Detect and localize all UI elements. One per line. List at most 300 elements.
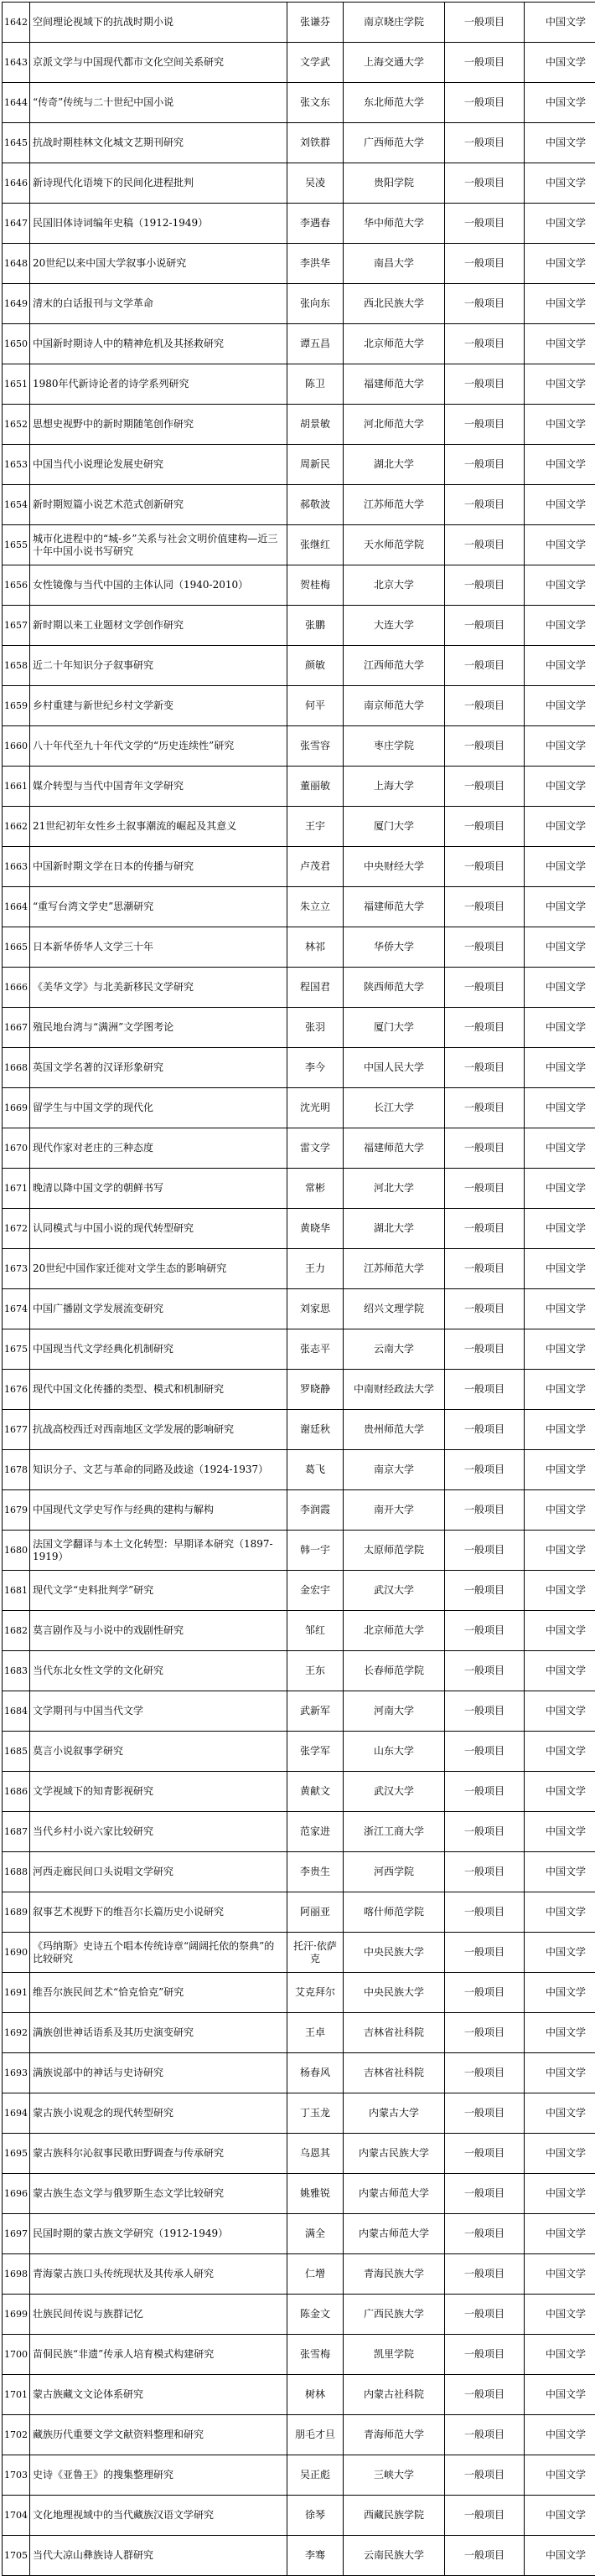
table-row <box>3 1128 595 1169</box>
project-title-cell: 1980年代新诗论者的诗学系列研究 <box>30 364 287 405</box>
principal-investigator-cell: 阿丽亚 <box>287 1892 344 1933</box>
institution-cell: 云南民族大学 <box>344 2536 445 2576</box>
table-row <box>3 1008 595 1048</box>
discipline-cell: 中国文学 <box>525 83 595 123</box>
principal-investigator-cell: 谢廷秋 <box>287 1410 344 1450</box>
row-number-cell: 1690 <box>3 1933 30 1973</box>
discipline-cell: 中国文学 <box>525 2536 595 2576</box>
discipline-cell: 中国文学 <box>525 2093 595 2134</box>
institution-cell: 三峡大学 <box>344 2455 445 2496</box>
principal-investigator-cell: 文学武 <box>287 43 344 83</box>
row-number-cell: 1674 <box>3 1289 30 1329</box>
discipline-cell: 中国文学 <box>525 726 595 767</box>
row-number-cell: 1644 <box>3 83 30 123</box>
row-number-cell: 1642 <box>3 3 30 43</box>
institution-cell: 南昌大学 <box>344 244 445 284</box>
project-type-cell: 一般项目 <box>445 2174 525 2214</box>
row-number-cell: 1686 <box>3 1772 30 1812</box>
discipline-cell: 中国文学 <box>525 2134 595 2174</box>
project-type-cell: 一般项目 <box>445 1772 525 1812</box>
discipline-cell: 中国文学 <box>525 1973 595 2013</box>
project-title-cell: 现代中国文化传播的类型、模式和机制研究 <box>30 1370 287 1410</box>
row-number-cell: 1704 <box>3 2496 30 2536</box>
row-number-cell: 1698 <box>3 2254 30 2295</box>
table-row <box>3 1531 595 1571</box>
project-title-cell: 中国新时期文学在日本的传播与研究 <box>30 847 287 887</box>
institution-cell: 大连大学 <box>344 606 445 646</box>
table-row <box>3 1772 595 1812</box>
project-type-cell: 一般项目 <box>445 2093 525 2134</box>
principal-investigator-cell: 仁增 <box>287 2254 344 2295</box>
project-title-cell: “传奇”传统与二十世纪中国小说 <box>30 83 287 123</box>
discipline-cell: 中国文学 <box>525 2496 595 2536</box>
principal-investigator-cell: 贺桂梅 <box>287 565 344 606</box>
discipline-cell: 中国文学 <box>525 2335 595 2375</box>
principal-investigator-cell: 李今 <box>287 1048 344 1088</box>
institution-cell: 华侨大学 <box>344 927 445 968</box>
principal-investigator-cell: 张志平 <box>287 1329 344 1370</box>
project-type-cell: 一般项目 <box>445 1571 525 1611</box>
project-type-cell: 一般项目 <box>445 606 525 646</box>
discipline-cell: 中国文学 <box>525 1933 595 1973</box>
institution-cell: 内蒙古师范大学 <box>344 2214 445 2254</box>
table-row <box>3 3 595 43</box>
row-number-cell: 1699 <box>3 2295 30 2335</box>
discipline-cell: 中国文学 <box>525 3 595 43</box>
table-row <box>3 1852 595 1892</box>
project-type-cell: 一般项目 <box>445 2295 525 2335</box>
principal-investigator-cell: 张向东 <box>287 284 344 324</box>
institution-cell: 内蒙古大学 <box>344 2093 445 2134</box>
project-type-cell: 一般项目 <box>445 2013 525 2053</box>
institution-cell: 河南大学 <box>344 1691 445 1732</box>
row-number-cell: 1683 <box>3 1651 30 1691</box>
row-number-cell: 1688 <box>3 1852 30 1892</box>
principal-investigator-cell: 葛飞 <box>287 1450 344 1490</box>
discipline-cell: 中国文学 <box>525 646 595 686</box>
row-number-cell: 1650 <box>3 324 30 364</box>
row-number-cell: 1647 <box>3 204 30 244</box>
table-row <box>3 1450 595 1490</box>
row-number-cell: 1694 <box>3 2093 30 2134</box>
discipline-cell: 中国文学 <box>525 1048 595 1088</box>
principal-investigator-cell: 吴正彪 <box>287 2455 344 2496</box>
project-type-cell: 一般项目 <box>445 2335 525 2375</box>
institution-cell: 西藏民族学院 <box>344 2496 445 2536</box>
table-row <box>3 204 595 244</box>
project-title-cell: 八十年代至九十年代文学的“历史连续性”研究 <box>30 726 287 767</box>
discipline-cell: 中国文学 <box>525 1370 595 1410</box>
discipline-cell: 中国文学 <box>525 1531 595 1571</box>
row-number-cell: 1664 <box>3 887 30 927</box>
table-row <box>3 887 595 927</box>
project-title-cell: 苗侗民族“非遗”传承人培育模式构建研究 <box>30 2335 287 2375</box>
institution-cell: 东北师范大学 <box>344 83 445 123</box>
project-type-cell: 一般项目 <box>445 1812 525 1852</box>
row-number-cell: 1649 <box>3 284 30 324</box>
row-number-cell: 1656 <box>3 565 30 606</box>
discipline-cell: 中国文学 <box>525 284 595 324</box>
table-row <box>3 847 595 887</box>
principal-investigator-cell: 罗晓静 <box>287 1370 344 1410</box>
discipline-cell: 中国文学 <box>525 1008 595 1048</box>
table-row <box>3 364 595 405</box>
institution-cell: 江西师范大学 <box>344 646 445 686</box>
discipline-cell: 中国文学 <box>525 1611 595 1651</box>
project-title-cell: 留学生与中国文学的现代化 <box>30 1088 287 1128</box>
row-number-cell: 1684 <box>3 1691 30 1732</box>
table-row <box>3 1812 595 1852</box>
table-row <box>3 445 595 485</box>
institution-cell: 南京晓庄学院 <box>344 3 445 43</box>
project-type-cell: 一般项目 <box>445 565 525 606</box>
table-row <box>3 2013 595 2053</box>
table-row <box>3 1651 595 1691</box>
principal-investigator-cell: 托汗·依萨克 <box>287 1933 344 1973</box>
project-title-cell: 20世纪中国作家迁徙对文学生态的影响研究 <box>30 1249 287 1289</box>
row-number-cell: 1660 <box>3 726 30 767</box>
principal-investigator-cell: 张谦芬 <box>287 3 344 43</box>
institution-cell: 浙江工商大学 <box>344 1812 445 1852</box>
project-type-cell: 一般项目 <box>445 1852 525 1892</box>
institution-cell: 凯里学院 <box>344 2335 445 2375</box>
project-title-cell: 新时期以来工业题材文学创作研究 <box>30 606 287 646</box>
discipline-cell: 中国文学 <box>525 1892 595 1933</box>
project-type-cell: 一般项目 <box>445 726 525 767</box>
principal-investigator-cell: 张雪梅 <box>287 2335 344 2375</box>
project-type-cell: 一般项目 <box>445 807 525 847</box>
project-title-cell: 中国当代小说理论发展史研究 <box>30 445 287 485</box>
project-title-cell: 中国现代文学史写作与经典的建构与解构 <box>30 1490 287 1531</box>
row-number-cell: 1665 <box>3 927 30 968</box>
project-type-cell: 一般项目 <box>445 1209 525 1249</box>
table-row <box>3 1933 595 1973</box>
project-title-cell: 英国文学名著的汉译形象研究 <box>30 1048 287 1088</box>
row-number-cell: 1669 <box>3 1088 30 1128</box>
row-number-cell: 1685 <box>3 1732 30 1772</box>
table-row <box>3 1169 595 1209</box>
project-type-cell: 一般项目 <box>445 324 525 364</box>
project-title-cell: 女性镜像与当代中国的主体认同（1940-2010） <box>30 565 287 606</box>
project-title-cell: 文化地理视域中的当代藏族汉语文学研究 <box>30 2496 287 2536</box>
institution-cell: 喀什师范学院 <box>344 1892 445 1933</box>
row-number-cell: 1667 <box>3 1008 30 1048</box>
institution-cell: 内蒙古民族大学 <box>344 2134 445 2174</box>
project-title-cell: 中国新时期诗人中的精神危机及其拯救研究 <box>30 324 287 364</box>
discipline-cell: 中国文学 <box>525 1088 595 1128</box>
row-number-cell: 1655 <box>3 525 30 565</box>
row-number-cell: 1653 <box>3 445 30 485</box>
institution-cell: 枣庄学院 <box>344 726 445 767</box>
principal-investigator-cell: 张羽 <box>287 1008 344 1048</box>
row-number-cell: 1658 <box>3 646 30 686</box>
project-type-cell: 一般项目 <box>445 1289 525 1329</box>
discipline-cell: 中国文学 <box>525 2174 595 2214</box>
institution-cell: 青海师范大学 <box>344 2415 445 2455</box>
institution-cell: 中国人民大学 <box>344 1048 445 1088</box>
discipline-cell: 中国文学 <box>525 445 595 485</box>
discipline-cell: 中国文学 <box>525 1772 595 1812</box>
project-title-cell: 抗战时期桂林文化城文艺期刊研究 <box>30 123 287 163</box>
institution-cell: 吉林省社科院 <box>344 2013 445 2053</box>
project-type-cell: 一般项目 <box>445 1531 525 1571</box>
project-title-cell: 壮族民间传说与族群记忆 <box>30 2295 287 2335</box>
project-title-cell: 殖民地台湾与“满洲”文学图考论 <box>30 1008 287 1048</box>
project-type-cell: 一般项目 <box>445 1450 525 1490</box>
table-row <box>3 646 595 686</box>
project-type-cell: 一般项目 <box>445 2375 525 2415</box>
discipline-cell: 中国文学 <box>525 364 595 405</box>
table-row <box>3 2093 595 2134</box>
table-row <box>3 83 595 123</box>
project-type-cell: 一般项目 <box>445 1490 525 1531</box>
project-type-cell: 一般项目 <box>445 43 525 83</box>
principal-investigator-cell: 朱立立 <box>287 887 344 927</box>
project-type-cell: 一般项目 <box>445 1611 525 1651</box>
principal-investigator-cell: 徐琴 <box>287 2496 344 2536</box>
row-number-cell: 1701 <box>3 2375 30 2415</box>
discipline-cell: 中国文学 <box>525 2295 595 2335</box>
project-title-cell: 蒙古族科尔沁叙事民歌田野调查与传承研究 <box>30 2134 287 2174</box>
discipline-cell: 中国文学 <box>525 1209 595 1249</box>
table-row <box>3 2214 595 2254</box>
discipline-cell: 中国文学 <box>525 1732 595 1772</box>
discipline-cell: 中国文学 <box>525 204 595 244</box>
discipline-cell: 中国文学 <box>525 405 595 445</box>
project-title-cell: 史诗《亚鲁王》的搜集整理研究 <box>30 2455 287 2496</box>
row-number-cell: 1677 <box>3 1410 30 1450</box>
table-row <box>3 1732 595 1772</box>
institution-cell: 湖北大学 <box>344 445 445 485</box>
principal-investigator-cell: 沈光明 <box>287 1088 344 1128</box>
institution-cell: 中央民族大学 <box>344 1973 445 2013</box>
table-row <box>3 284 595 324</box>
table-row <box>3 1249 595 1289</box>
table-row <box>3 726 595 767</box>
table-row <box>3 606 595 646</box>
project-type-cell: 一般项目 <box>445 445 525 485</box>
row-number-cell: 1691 <box>3 1973 30 2013</box>
institution-cell: 河北大学 <box>344 1169 445 1209</box>
project-type-cell: 一般项目 <box>445 847 525 887</box>
row-number-cell: 1697 <box>3 2214 30 2254</box>
principal-investigator-cell: 黄晓华 <box>287 1209 344 1249</box>
institution-cell: 河北师范大学 <box>344 405 445 445</box>
project-title-cell: 《玛纳斯》史诗五个唱本传统诗章“阔阔托依的祭典”的比较研究 <box>30 1933 287 1973</box>
principal-investigator-cell: 张鹏 <box>287 606 344 646</box>
principal-investigator-cell: 谭五昌 <box>287 324 344 364</box>
discipline-cell: 中国文学 <box>525 2415 595 2455</box>
table-row <box>3 565 595 606</box>
discipline-cell: 中国文学 <box>525 1651 595 1691</box>
discipline-cell: 中国文学 <box>525 807 595 847</box>
project-type-cell: 一般项目 <box>445 646 525 686</box>
table-row <box>3 1289 595 1329</box>
principal-investigator-cell: 满全 <box>287 2214 344 2254</box>
table-row <box>3 2415 595 2455</box>
project-type-cell: 一般项目 <box>445 1128 525 1169</box>
principal-investigator-cell: 林祁 <box>287 927 344 968</box>
institution-cell: 江苏师范大学 <box>344 1249 445 1289</box>
project-title-cell: 满族说部中的神话与史诗研究 <box>30 2053 287 2093</box>
project-type-cell: 一般项目 <box>445 83 525 123</box>
table-row <box>3 1088 595 1128</box>
project-title-cell: 抗战高校西迁对西南地区文学发展的影响研究 <box>30 1410 287 1450</box>
row-number-cell: 1695 <box>3 2134 30 2174</box>
institution-cell: 河西学院 <box>344 1852 445 1892</box>
principal-investigator-cell: 范家进 <box>287 1812 344 1852</box>
institution-cell: 贵州师范大学 <box>344 1410 445 1450</box>
table-row <box>3 1973 595 2013</box>
discipline-cell: 中国文学 <box>525 1812 595 1852</box>
discipline-cell: 中国文学 <box>525 1450 595 1490</box>
row-number-cell: 1661 <box>3 767 30 807</box>
project-type-cell: 一般项目 <box>445 204 525 244</box>
discipline-cell: 中国文学 <box>525 2375 595 2415</box>
project-type-cell: 一般项目 <box>445 485 525 525</box>
row-number-cell: 1700 <box>3 2335 30 2375</box>
principal-investigator-cell: 韩一宇 <box>287 1531 344 1571</box>
row-number-cell: 1657 <box>3 606 30 646</box>
principal-investigator-cell: 卢茂君 <box>287 847 344 887</box>
principal-investigator-cell: 朋毛才旦 <box>287 2415 344 2455</box>
institution-cell: 福建师范大学 <box>344 1128 445 1169</box>
project-type-cell: 一般项目 <box>445 163 525 204</box>
table-row <box>3 2134 595 2174</box>
project-type-cell: 一般项目 <box>445 2415 525 2455</box>
principal-investigator-cell: 李遇春 <box>287 204 344 244</box>
project-type-cell: 一般项目 <box>445 1249 525 1289</box>
institution-cell: 湖北大学 <box>344 1209 445 1249</box>
discipline-cell: 中国文学 <box>525 1329 595 1370</box>
project-title-cell: 乡村重建与新世纪乡村文学新变 <box>30 686 287 726</box>
project-type-cell: 一般项目 <box>445 1370 525 1410</box>
discipline-cell: 中国文学 <box>525 606 595 646</box>
project-type-cell: 一般项目 <box>445 1651 525 1691</box>
principal-investigator-cell: 李骞 <box>287 2536 344 2576</box>
institution-cell: 青海民族大学 <box>344 2254 445 2295</box>
institution-cell: 内蒙古社科院 <box>344 2375 445 2415</box>
institution-cell: 山东大学 <box>344 1732 445 1772</box>
discipline-cell: 中国文学 <box>525 2254 595 2295</box>
principal-investigator-cell: 邹红 <box>287 1611 344 1651</box>
row-number-cell: 1672 <box>3 1209 30 1249</box>
institution-cell: 福建师范大学 <box>344 887 445 927</box>
project-title-cell: 晚清以降中国文学的朝鲜书写 <box>30 1169 287 1209</box>
row-number-cell: 1703 <box>3 2455 30 2496</box>
project-title-cell: 法国文学翻译与本土文化转型：早期译本研究（1897-1919） <box>30 1531 287 1571</box>
project-title-cell: 日本新华侨华人文学三十年 <box>30 927 287 968</box>
project-type-cell: 一般项目 <box>445 364 525 405</box>
institution-cell: 云南大学 <box>344 1329 445 1370</box>
institution-cell: 长江大学 <box>344 1088 445 1128</box>
principal-investigator-cell: 颜敏 <box>287 646 344 686</box>
principal-investigator-cell: 张学军 <box>287 1732 344 1772</box>
discipline-cell: 中国文学 <box>525 525 595 565</box>
project-type-cell: 一般项目 <box>445 2214 525 2254</box>
discipline-cell: 中国文学 <box>525 324 595 364</box>
row-number-cell: 1651 <box>3 364 30 405</box>
table-row <box>3 1691 595 1732</box>
project-type-cell: 一般项目 <box>445 123 525 163</box>
project-type-cell: 一般项目 <box>445 1048 525 1088</box>
table-row <box>3 1370 595 1410</box>
principal-investigator-cell: 程国君 <box>287 968 344 1008</box>
project-type-cell: 一般项目 <box>445 2254 525 2295</box>
project-type-cell: 一般项目 <box>445 1088 525 1128</box>
principal-investigator-cell: 树林 <box>287 2375 344 2415</box>
project-type-cell: 一般项目 <box>445 2455 525 2496</box>
discipline-cell: 中国文学 <box>525 1289 595 1329</box>
table-row <box>3 324 595 364</box>
principal-investigator-cell: 张继红 <box>287 525 344 565</box>
row-number-cell: 1681 <box>3 1571 30 1611</box>
project-title-cell: 蒙古族小说观念的现代转型研究 <box>30 2093 287 2134</box>
institution-cell: 西北民族大学 <box>344 284 445 324</box>
row-number-cell: 1702 <box>3 2415 30 2455</box>
project-list-table <box>2 2 595 2576</box>
table-row <box>3 2496 595 2536</box>
project-title-cell: 新诗现代化语境下的民间化进程批判 <box>30 163 287 204</box>
principal-investigator-cell: 王东 <box>287 1651 344 1691</box>
principal-investigator-cell: 武新军 <box>287 1691 344 1732</box>
project-title-cell: 中国现当代文学经典化机制研究 <box>30 1329 287 1370</box>
table-row <box>3 1209 595 1249</box>
project-type-cell: 一般项目 <box>445 927 525 968</box>
institution-cell: 中央民族大学 <box>344 1933 445 1973</box>
discipline-cell: 中国文学 <box>525 1852 595 1892</box>
row-number-cell: 1659 <box>3 686 30 726</box>
discipline-cell: 中国文学 <box>525 767 595 807</box>
principal-investigator-cell: 胡景敏 <box>287 405 344 445</box>
project-title-cell: 中国广播剧文学发展流变研究 <box>30 1289 287 1329</box>
principal-investigator-cell: 杨春风 <box>287 2053 344 2093</box>
table-row <box>3 2375 595 2415</box>
table-body <box>3 3 595 2576</box>
row-number-cell: 1676 <box>3 1370 30 1410</box>
principal-investigator-cell: 姚雅锐 <box>287 2174 344 2214</box>
row-number-cell: 1662 <box>3 807 30 847</box>
project-type-cell: 一般项目 <box>445 244 525 284</box>
institution-cell: 中央财经大学 <box>344 847 445 887</box>
project-title-cell: 当代大凉山彝族诗人群研究 <box>30 2536 287 2576</box>
project-type-cell: 一般项目 <box>445 1410 525 1450</box>
discipline-cell: 中国文学 <box>525 1249 595 1289</box>
row-number-cell: 1692 <box>3 2013 30 2053</box>
project-type-cell: 一般项目 <box>445 887 525 927</box>
row-number-cell: 1696 <box>3 2174 30 2214</box>
row-number-cell: 1645 <box>3 123 30 163</box>
table-row <box>3 767 595 807</box>
principal-investigator-cell: 郝敬波 <box>287 485 344 525</box>
project-title-cell: 京派文学与中国现代都市文化空间关系研究 <box>30 43 287 83</box>
project-type-cell: 一般项目 <box>445 1691 525 1732</box>
project-title-cell: 媒介转型与当代中国青年文学研究 <box>30 767 287 807</box>
discipline-cell: 中国文学 <box>525 2013 595 2053</box>
institution-cell: 南京师范大学 <box>344 686 445 726</box>
institution-cell: 北京师范大学 <box>344 324 445 364</box>
project-title-cell: 近二十年知识分子叙事研究 <box>30 646 287 686</box>
table-row <box>3 2455 595 2496</box>
row-number-cell: 1648 <box>3 244 30 284</box>
discipline-cell: 中国文学 <box>525 968 595 1008</box>
project-title-cell: 认同模式与中国小说的现代转型研究 <box>30 1209 287 1249</box>
principal-investigator-cell: 乌恩其 <box>287 2134 344 2174</box>
principal-investigator-cell: 黄献文 <box>287 1772 344 1812</box>
project-type-cell: 一般项目 <box>445 2536 525 2576</box>
institution-cell: 武汉大学 <box>344 1772 445 1812</box>
table-row <box>3 163 595 204</box>
